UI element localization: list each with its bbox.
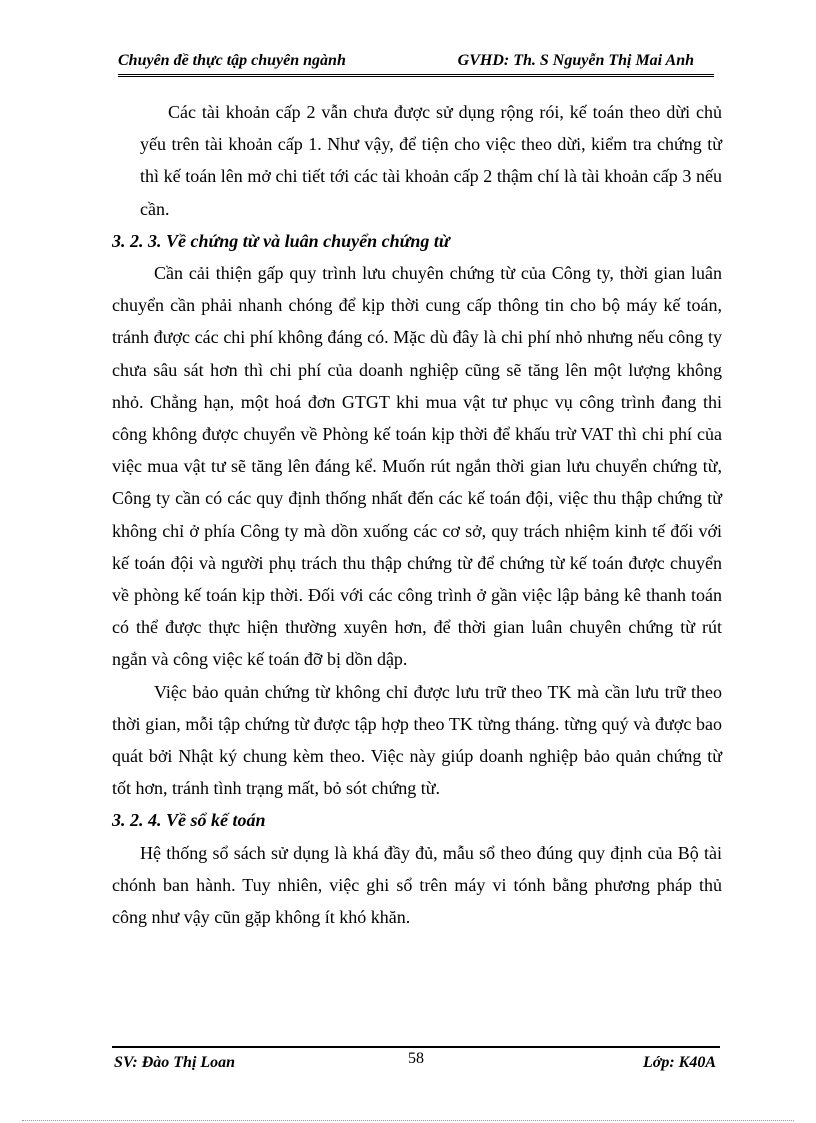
footer-student: SV: Đào Thị Loan [114, 1054, 236, 1071]
bottom-dotted-rule [22, 1120, 794, 1121]
page-number: 58 [408, 1050, 424, 1067]
header-course-title: Chuyên đề thực tập chuyên ngành [118, 52, 346, 69]
footer-class: Lớp: K40A [642, 1054, 716, 1071]
paragraph-voucher-flow: Cần cải thiện gấp quy trình lưu chuyên chứng từ của Công ty, thời gian luân chuyển cần phải nhanh chóng để kịp thời cung cấp thông tin cho bộ máy kế toán, tránh được các chi phí không đáng có. Mặc dù đây là chi phí nhỏ nhưng nếu công ty chưa sâu sát hơn thì chi phí của doanh nghiệp cũng sẽ tăng lên một lượng không nhỏ. Chẳng hạn, một hoá đơn GTGT khi mua vật tư phục vụ công trình đang thi công không được chuyển về Phòng kế toán kịp thời để khấu trừ VAT thì chi phí của việc mua vật tư sẽ tăng lên đáng kể. Muốn rút ngắn thời gian lưu chuyển chứng từ, Công ty cần có các quy định thống nhất đến các kế toán đội, việc thu thập chứng từ không chỉ ở phía Công ty mà dồn xuống các cơ sở, quy trách nhiệm kinh tế đối với kế toán đội và người phụ trách thu thập chứng từ để chứng từ kế toán được chuyển về phòng kế toán kịp thời. Đối với các công trình ở gần việc lập bảng kê thanh toán có thể được thực hiện thường xuyên hơn, để thời gian luân chuyên chứng từ rút ngắn và công việc kế toán đỡ bị dồn dập. [112, 263, 722, 670]
section-heading-ledgers: 3. 2. 4. Về sổ kế toán [112, 810, 266, 831]
page-footer [112, 1046, 720, 1076]
paragraph-accounts: Các tài khoản cấp 2 vẫn chưa được sử dụng rộng rói, kế toán theo dừi chủ yếu trên tài khoản cấp 1. Như vậy, để tiện cho việc theo dừi, kiểm tra chứng từ thì kế toán lên mở chi tiết tới các tài khoản cấp 2 thậm chí là tài khoản cấp 3 nếu cần. [140, 102, 722, 219]
paragraph-ledgers: Hệ thống sổ sách sử dụng là khá đầy đủ, mẫu sổ theo đúng quy định của Bộ tài chónh ban hành. Tuy nhiên, việc ghi sổ trên máy vi tónh bằng phương pháp thủ công như vậy cũn gặp không ít khó khăn. [112, 842, 722, 928]
page-header [118, 50, 714, 77]
header-supervisor: GVHD: Th. S Nguyễn Thị Mai Anh [457, 52, 694, 69]
section-heading-vouchers: 3. 2. 3. Về chứng từ và luân chuyển chứng từ [112, 230, 450, 251]
paragraph-voucher-storage: Việc bảo quản chứng từ không chỉ được lưu trữ theo TK mà cần lưu trữ theo thời gian, mỗi tập chứng từ được tập hợp theo TK từng tháng. từng quý và được bao quát bởi Nhật ký chung kèm theo. Việc này giúp doanh nghiệp bảo quản chứng từ tốt hơn, tránh tình trạng mất, bỏ sót chứng từ. [112, 681, 722, 799]
document-body [112, 96, 722, 933]
